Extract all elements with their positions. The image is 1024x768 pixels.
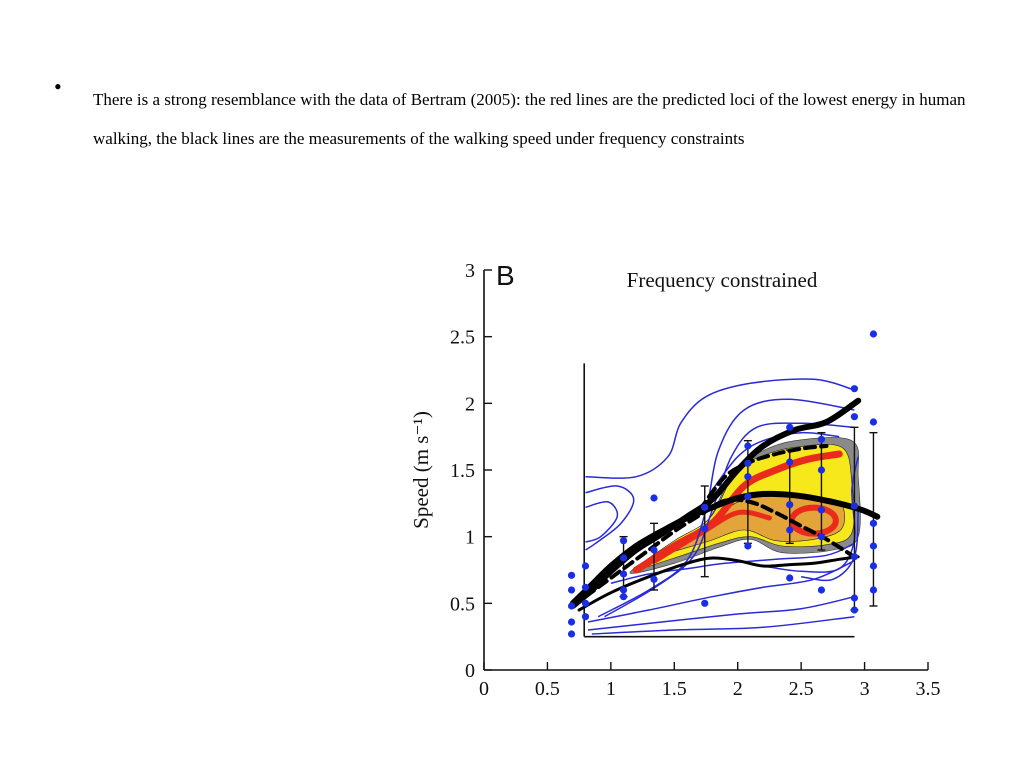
data-point-36 [851, 385, 858, 392]
data-point-7 [582, 584, 589, 591]
data-point-18 [701, 504, 708, 511]
y-tick-label-6: 3 [465, 260, 475, 282]
data-point-44 [870, 520, 877, 527]
data-point-28 [786, 501, 793, 508]
chart-title: Frequency constrained [626, 268, 818, 292]
data-point-12 [620, 570, 627, 577]
data-point-19 [701, 525, 708, 532]
data-point-16 [650, 546, 657, 553]
data-point-23 [744, 473, 751, 480]
data-point-10 [620, 537, 627, 544]
y-tick-label-4: 2 [465, 393, 475, 416]
data-point-21 [744, 442, 751, 449]
contour-line-2 [586, 502, 618, 542]
data-point-45 [870, 542, 877, 549]
data-point-9 [582, 613, 589, 620]
data-point-46 [870, 562, 877, 569]
data-point-5 [568, 630, 575, 637]
x-tick-label-3: 1.5 [661, 678, 687, 700]
data-point-11 [620, 554, 627, 561]
ticks [450, 260, 941, 700]
data-point-4 [568, 618, 575, 625]
x-tick-label-4: 2 [732, 678, 743, 700]
bullet-dot: • [54, 74, 62, 99]
data-point-32 [818, 466, 825, 473]
data-point-43 [870, 418, 877, 425]
data-point-29 [786, 526, 793, 533]
data-point-8 [582, 600, 589, 607]
data-point-14 [620, 593, 627, 600]
data-point-33 [818, 506, 825, 513]
data-point-42 [870, 330, 877, 337]
data-point-25 [744, 542, 751, 549]
data-point-22 [744, 460, 751, 467]
x-tick-label-0: 0 [479, 678, 489, 700]
data-point-40 [851, 594, 858, 601]
data-point-26 [786, 424, 793, 431]
x-tick-label-6: 3 [859, 678, 870, 700]
data-point-24 [744, 493, 751, 500]
data-point-47 [870, 586, 877, 593]
data-point-2 [568, 586, 575, 593]
axes [484, 270, 928, 670]
x-tick-label-1: 0.5 [534, 678, 560, 700]
y-tick-label-3: 1.5 [450, 460, 475, 482]
x-tick-label-2: 1 [605, 678, 616, 700]
data-point-15 [650, 494, 657, 501]
data-point-13 [620, 586, 627, 593]
x-tick-label-5: 2.5 [788, 678, 814, 700]
bullet-text: There is a strong resemblance with the data of Bertram (2005): the red lines are the predicted loci of the lowest energy in human walking, the black lines are the measurements of the walking speed under frequency constraints [93, 90, 966, 148]
y-tick-label-0: 0 [465, 660, 475, 682]
x-tick-label-7: 3.5 [915, 678, 941, 700]
data-point-3 [568, 602, 575, 609]
data-point-20 [701, 600, 708, 607]
data-point-31 [818, 436, 825, 443]
panel-label: B [496, 260, 515, 291]
y-tick-label-5: 2.5 [450, 326, 475, 349]
data-point-17 [650, 576, 657, 583]
data-point-39 [851, 553, 858, 560]
data-point-37 [851, 413, 858, 420]
y-tick-label-2: 1 [465, 526, 475, 549]
contour-line-6 [588, 561, 854, 622]
data-point-35 [818, 586, 825, 593]
data-point-34 [818, 533, 825, 540]
data-point-38 [851, 502, 858, 509]
energy-fills [630, 437, 860, 573]
data-point-1 [568, 572, 575, 579]
data-point-30 [786, 574, 793, 581]
data-point-6 [582, 562, 589, 569]
data-point-27 [786, 458, 793, 465]
data-point-41 [851, 606, 858, 613]
y-axis-label: Speed (m s⁻¹) [409, 411, 433, 529]
y-tick-label-1: 0.5 [450, 593, 475, 616]
